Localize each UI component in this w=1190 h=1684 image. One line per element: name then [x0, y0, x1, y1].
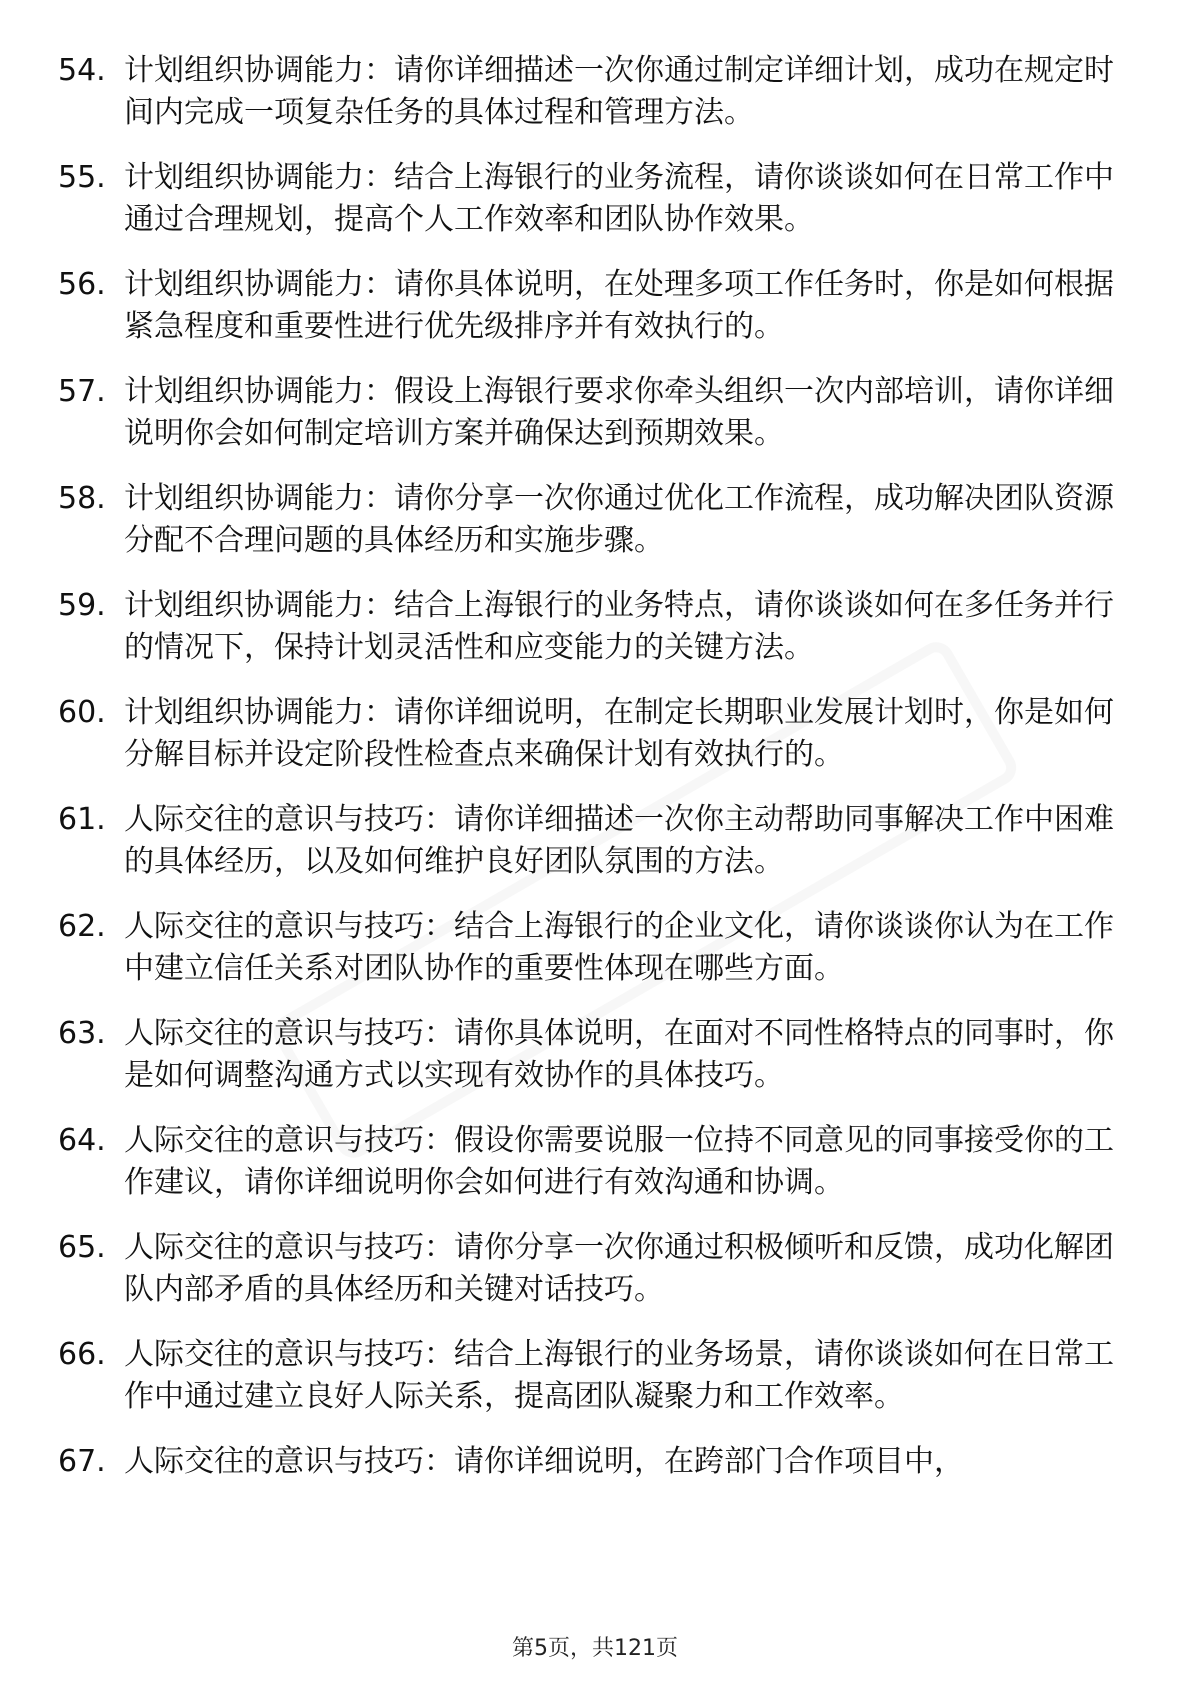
question-number: 66. — [58, 1337, 106, 1372]
question-item — [58, 906, 1118, 990]
question-item — [58, 1441, 1118, 1483]
question-item — [58, 585, 1118, 669]
question-text: 人际交往的意识与技巧：假设你需要说服一位持不同意见的同事接受你的工作建议，请你详细说明你会如何进行有效沟通和协调。 — [124, 1123, 1114, 1200]
question-number: 67. — [58, 1444, 106, 1479]
question-text: 计划组织协调能力：请你具体说明，在处理多项工作任务时，你是如何根据紧急程度和重要性进行优先级排序并有效执行的。 — [124, 267, 1114, 344]
question-item — [58, 50, 1118, 134]
question-text: 人际交往的意识与技巧：请你分享一次你通过积极倾听和反馈，成功化解团队内部矛盾的具体经历和关键对话技巧。 — [124, 1230, 1114, 1307]
question-text: 计划组织协调能力：假设上海银行要求你牵头组织一次内部培训，请你详细说明你会如何制定培训方案并确保达到预期效果。 — [124, 374, 1114, 451]
question-item — [58, 478, 1118, 562]
question-number: 57. — [58, 374, 106, 409]
question-number: 58. — [58, 481, 106, 516]
question-text: 计划组织协调能力：结合上海银行的业务流程，请你谈谈如何在日常工作中通过合理规划，提高个人工作效率和团队协作效果。 — [124, 160, 1114, 237]
question-number: 56. — [58, 267, 106, 302]
question-number: 65. — [58, 1230, 106, 1265]
question-number: 62. — [58, 909, 106, 944]
question-item — [58, 1227, 1118, 1311]
question-text: 人际交往的意识与技巧：请你具体说明，在面对不同性格特点的同事时，你是如何调整沟通方式以实现有效协作的具体技巧。 — [124, 1016, 1114, 1093]
question-item — [58, 1013, 1118, 1097]
question-number: 63. — [58, 1016, 106, 1051]
question-text: 计划组织协调能力：请你分享一次你通过优化工作流程，成功解决团队资源分配不合理问题的具体经历和实施步骤。 — [124, 481, 1114, 558]
question-item — [58, 799, 1118, 883]
question-item — [58, 692, 1118, 776]
question-number: 54. — [58, 53, 106, 88]
question-text: 计划组织协调能力：请你详细描述一次你通过制定详细计划，成功在规定时间内完成一项复杂任务的具体过程和管理方法。 — [124, 53, 1114, 130]
question-text: 计划组织协调能力：结合上海银行的业务特点，请你谈谈如何在多任务并行的情况下，保持计划灵活性和应变能力的关键方法。 — [124, 588, 1114, 665]
question-number: 60. — [58, 695, 106, 730]
question-text: 人际交往的意识与技巧：结合上海银行的企业文化，请你谈谈你认为在工作中建立信任关系对团队协作的重要性体现在哪些方面。 — [124, 909, 1114, 986]
question-item — [58, 264, 1118, 348]
page-number-label: 第5页，共121页 — [512, 1636, 678, 1661]
question-item — [58, 1120, 1118, 1204]
question-number: 64. — [58, 1123, 106, 1158]
question-number: 59. — [58, 588, 106, 623]
question-text: 人际交往的意识与技巧：请你详细描述一次你主动帮助同事解决工作中困难的具体经历，以及如何维护良好团队氛围的方法。 — [124, 802, 1114, 879]
question-list — [58, 50, 1118, 1506]
question-number: 55. — [58, 160, 106, 195]
question-item — [58, 371, 1118, 455]
question-text: 人际交往的意识与技巧：请你详细说明，在跨部门合作项目中， — [124, 1444, 964, 1479]
question-item — [58, 157, 1118, 241]
question-text: 人际交往的意识与技巧：结合上海银行的业务场景，请你谈谈如何在日常工作中通过建立良好人际关系，提高团队凝聚力和工作效率。 — [124, 1337, 1114, 1414]
page-footer — [0, 1634, 1190, 1664]
question-item — [58, 1334, 1118, 1418]
question-number: 61. — [58, 802, 106, 837]
question-text: 计划组织协调能力：请你详细说明，在制定长期职业发展计划时，你是如何分解目标并设定阶段性检查点来确保计划有效执行的。 — [124, 695, 1114, 772]
